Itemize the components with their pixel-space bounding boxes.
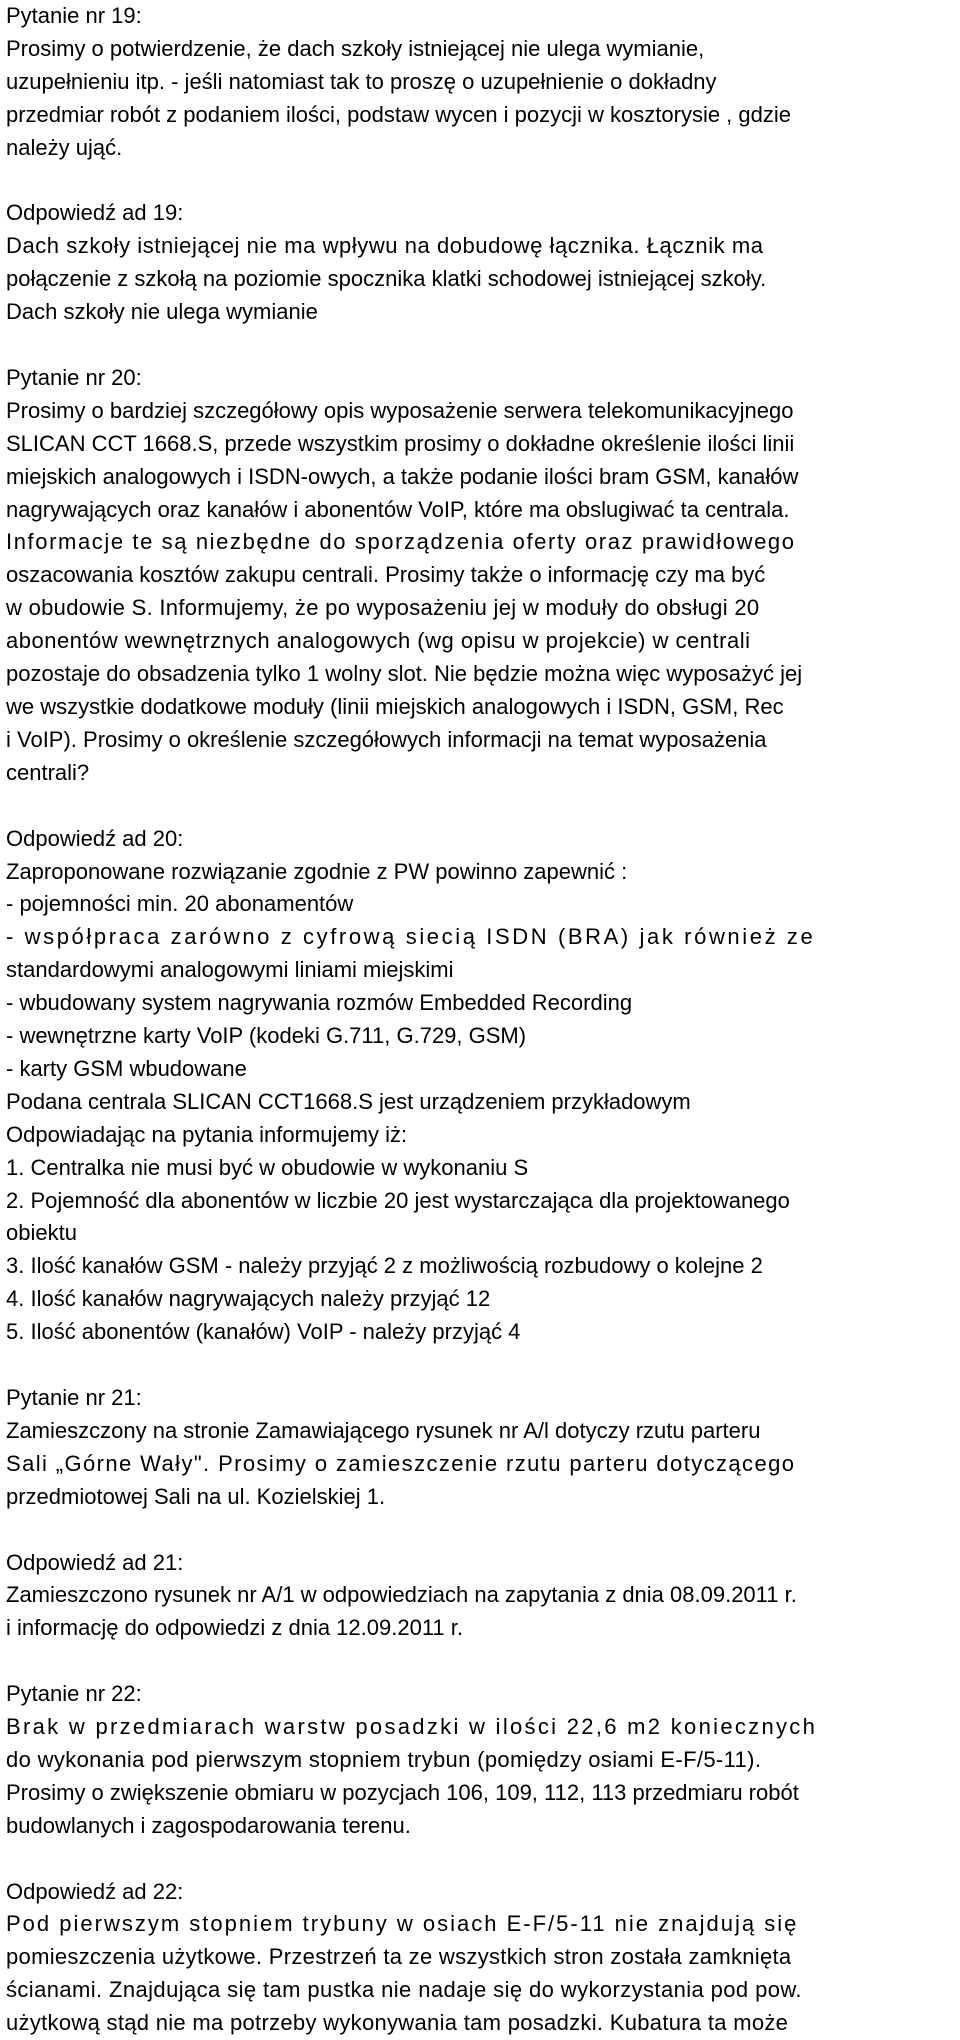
answer-20-text-line: 4. Ilość kanałów nagrywających należy przyjąć 12 xyxy=(6,1286,491,1312)
answer-20-text-line: - wewnętrzne karty VoIP (kodeki G.711, G.729, GSM) xyxy=(6,1023,527,1049)
answer-21-text-line: i informację do odpowiedzi z dnia 12.09.2011 r. xyxy=(6,1615,463,1641)
question-19-text-line: należy ująć. xyxy=(6,134,123,160)
answer-20-text-line: Podana centrala SLICAN CCT1668.S jest urządzeniem przykładowym xyxy=(6,1088,691,1114)
question-19-heading: Pytanie nr 19: xyxy=(6,3,142,28)
question-19 xyxy=(6,0,960,165)
answer-20-text-line: - karty GSM wbudowane xyxy=(6,1055,247,1081)
answer-20-text-line: standardowymi analogowymi liniami miejskimi xyxy=(6,957,454,983)
answer-20-text-line: Zaproponowane rozwiązanie zgodnie z PW powinno zapewnić : xyxy=(6,858,628,884)
answer-22-text-line: ścianami. Znajdująca się tam pustka nie nadaje się do wykorzystania pod pow. xyxy=(6,1977,802,2003)
answer-20 xyxy=(6,823,960,1350)
answer-22-heading: Odpowiedź ad 22: xyxy=(6,1878,184,1904)
question-19-text-line: uzupełnieniu itp. - jeśli natomiast tak to proszę o uzupełnienie o dokładny xyxy=(6,68,717,94)
question-21 xyxy=(6,1382,960,1514)
question-20-text-line: i VoIP). Prosimy o określenie szczegółowych informacji na temat wyposażenia xyxy=(6,726,767,752)
question-22 xyxy=(6,1678,960,1843)
answer-19-heading: Odpowiedź ad 19: xyxy=(6,200,184,226)
question-20-text-line: Informacje te są niezbędne do sporządzenia oferty oraz prawidłowego xyxy=(6,529,796,555)
answer-20-text-line: 1. Centralka nie musi być w obudowie w wykonaniu S xyxy=(6,1154,529,1180)
question-22-text-line: budowlanych i zagospodarowania terenu. xyxy=(6,1812,411,1838)
answer-19-text-line: połączenie z szkołą na poziomie spocznika klatki schodowej istniejącej szkoły. xyxy=(6,266,767,292)
question-20-heading: Pytanie nr 20: xyxy=(6,364,142,390)
answer-21-heading: Odpowiedź ad 21: xyxy=(6,1549,184,1575)
answer-20-text-line: - współpraca zarówno z cyfrową siecią ISDN (BRA) jak również ze xyxy=(6,924,816,950)
question-19-text-line: przedmiar robót z podaniem ilości, podstaw wycen i pozycji w kosztorysie , gdzie xyxy=(6,101,791,127)
question-20-text-line: nagrywających oraz kanałów i abonentów VoIP, które ma obslugiwać ta centrala. xyxy=(6,496,790,522)
question-20-text-line: Prosimy o bardziej szczegółowy opis wyposażenie serwera telekomunikacyjnego xyxy=(6,397,794,423)
answer-20-text-line: Odpowiadając na pytania informujemy iż: xyxy=(6,1121,408,1147)
answer-22 xyxy=(6,1876,960,2040)
question-20-text-line: miejskich analogowych i ISDN-owych, a także podanie ilości bram GSM, kanałów xyxy=(6,463,799,489)
answer-20-text-line: - pojemności min. 20 abonamentów xyxy=(6,891,354,917)
answer-20-text-line: - wbudowany system nagrywania rozmów Embedded Recording xyxy=(6,990,633,1016)
question-20-text-line: we wszystkie dodatkowe moduły (linii miejskich analogowych i ISDN, GSM, Rec xyxy=(6,694,784,719)
question-21-text-line: Zamieszczony na stronie Zamawiającego rysunek nr A/l dotyczy rzutu parteru xyxy=(6,1417,761,1443)
answer-20-text-line: 5. Ilość abonentów (kanałów) VoIP - należy przyjąć 4 xyxy=(6,1319,521,1345)
answer-19 xyxy=(6,197,960,329)
question-19-text-line: Prosimy o potwierdzenie, że dach szkoły istniejącej nie ulega wymianie, xyxy=(6,35,705,61)
answer-20-heading: Odpowiedź ad 20: xyxy=(6,825,184,851)
question-22-heading: Pytanie nr 22: xyxy=(6,1681,142,1707)
answer-22-text-line: użytkową stąd nie ma potrzeby wykonywania tam posadzki. Kubatura ta może xyxy=(6,2010,789,2036)
question-20-text-line: pozostaje do obsadzenia tylko 1 wolny slot. Nie będzie można więc wyposażyć jej xyxy=(6,661,803,687)
answer-22-text-line: pomieszczenia użytkowe. Przestrzeń ta ze wszystkich stron została zamknięta xyxy=(6,1944,792,1970)
answer-19-text-line: Dach szkoły istniejącej nie ma wpływu na dobudowę łącznika. Łącznik ma xyxy=(6,233,764,259)
question-21-text-line: przedmiotowej Sali na ul. Kozielskiej 1. xyxy=(6,1483,386,1509)
question-20-text-line: w obudowie S. Informujemy, że po wyposażeniu jej w moduły do obsługi 20 xyxy=(6,595,760,621)
answer-20-text-line: obiektu xyxy=(6,1220,77,1246)
question-20-text-line: SLICAN CCT 1668.S, przede wszystkim prosimy o dokładne określenie ilości linii xyxy=(6,430,795,456)
question-21-heading: Pytanie nr 21: xyxy=(6,1385,142,1410)
question-20-text-line: oszacowania kosztów zakupu centrali. Prosimy także o informację czy ma być xyxy=(6,562,766,588)
answer-20-text-line: 2. Pojemność dla abonentów w liczbie 20 jest wystarczająca dla projektowanego xyxy=(6,1187,790,1213)
question-20 xyxy=(6,362,960,790)
answer-22-text-line: Pod pierwszym stopniem trybuny w osiach E-F/5-11 nie znajdują się xyxy=(6,1911,799,1937)
question-21-text-line: Sali „Górne Wały". Prosimy o zamieszczenie rzutu parteru dotyczącego xyxy=(6,1450,796,1476)
question-22-text-line: Brak w przedmiarach warstw posadzki w ilości 22,6 m2 koniecznych xyxy=(6,1714,818,1740)
answer-21 xyxy=(6,1547,960,1646)
question-20-text-line: abonentów wewnętrznych analogowych (wg opisu w projekcie) w centrali xyxy=(6,628,751,654)
answer-21-text-line: Zamieszczono rysunek nr A/1 w odpowiedziach na zapytania z dnia 08.09.2011 r. xyxy=(6,1582,797,1608)
question-20-text-line: centrali? xyxy=(6,759,90,785)
answer-20-text-line: 3. Ilość kanałów GSM - należy przyjąć 2 z możliwością rozbudowy o kolejne 2 xyxy=(6,1253,763,1279)
question-22-text-line: do wykonania pod pierwszym stopniem trybun (pomiędzy osiami E-F/5-11). xyxy=(6,1746,762,1772)
answer-19-text-line: Dach szkoły nie ulega wymianie xyxy=(6,299,318,325)
question-22-text-line: Prosimy o zwiększenie obmiaru w pozycjach 106, 109, 112, 113 przedmiaru robót xyxy=(6,1779,799,1805)
